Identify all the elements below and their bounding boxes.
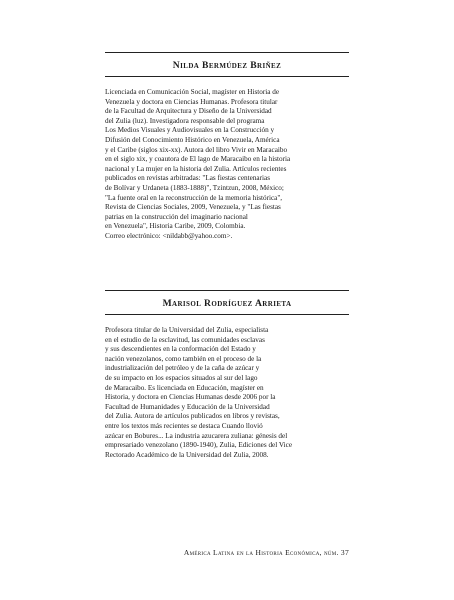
bio2-bottom-rule xyxy=(105,314,349,315)
bio1-line: en Venezuela", Historia Caribe, 2009, Colombia. xyxy=(105,222,246,231)
bio1-line: del Zulia (luz). Investigadora responsable del programa xyxy=(105,116,265,125)
bio1-author-name: Nilda Bermúdez Briñez xyxy=(172,60,282,71)
bio2-line: industrialización del petróleo y de la caña de azúcar y xyxy=(105,364,260,373)
bio2-line: empresariado venezolano (1890-1940), Zulia, Ediciones del Vice xyxy=(105,441,293,450)
bio2-top-rule xyxy=(105,290,349,291)
bio2-line: de su impacto en los espacios situados al sur del lago xyxy=(105,373,258,382)
bio1-top-rule xyxy=(105,52,349,53)
bio1-line: nacional y La mujer en la historia del Zulia. Artículos recientes xyxy=(105,164,287,173)
bio2-line: nación venezolanos, como también en el proceso de la xyxy=(105,354,262,363)
bio1-line: Difusión del Conocimiento Histórico en Venezuela, América xyxy=(105,135,280,144)
bio1-line: de la Facultad de Arquitectura y Diseño de la Universidad xyxy=(105,107,272,116)
bio2-line: Profesora titular de la Universidad del Zulia, especialista xyxy=(105,326,269,334)
bio1-bottom-rule xyxy=(105,76,349,77)
bio1-line: publicados en revistas arbitradas: "Las fiestas centenarias xyxy=(105,174,270,183)
bio1-line: Los Medios Visuales y Audiovisuales en la Construcción y xyxy=(105,126,275,135)
bio2-text xyxy=(105,326,353,460)
bio2-author-name: Marisol Rodríguez Arrieta xyxy=(162,298,292,309)
bio1-line: Correo electrónico: <nildabb@yahoo.com>. xyxy=(105,231,233,240)
bio2-line: de Maracaibo. Es licenciada en Educación, magíster en xyxy=(105,383,264,392)
bio2-line: Facultad de Humanidades y Educación de la Universidad xyxy=(105,402,270,411)
bio1-text xyxy=(105,88,353,242)
bio2-line: Historia, y doctora en Ciencias Humanas desde 2006 por la xyxy=(105,393,276,402)
bio2-line: y sus descendientes en la conformación del Estado y xyxy=(105,345,256,354)
bio1-line: "La fuente oral en la reconstrucción de la memoria histórica", xyxy=(105,193,283,202)
bio2-line: entre los textos más recientes se destaca Cuando llovió xyxy=(105,421,263,430)
running-footer: América Latina en la Historia Económica, núm. 37 xyxy=(183,548,349,557)
bio2-line: del Zulia. Autora de artículos publicados en libros y revistas, xyxy=(105,412,280,421)
bio1-line: y el Caribe (siglos xix-xx). Autora del libro Vivir en Maracaibo xyxy=(105,145,288,154)
bio1-line: Revista de Ciencias Sociales, 2009, Venezuela, y "Las fiestas xyxy=(105,203,281,212)
bio1-line: Venezuela y doctora en Ciencias Humanas. Profesora titular xyxy=(105,97,278,106)
bio1-line: patrias en la construcción del imaginario nacional xyxy=(105,212,248,221)
bio1-line: en el siglo xix, y coautora de El lago de Maracaibo en la historia xyxy=(105,155,291,164)
bio2-line: en el estudio de la esclavitud, las comunidades esclavas xyxy=(105,335,265,344)
bio1-line: Licenciada en Comunicación Social, magíster en Historia de xyxy=(105,88,280,96)
bio2-line: Rectorado Académico de la Universidad del Zulia, 2008. xyxy=(105,450,269,459)
bio2-line: azúcar en Bobures... La industria azucarera zuliana: génesis del xyxy=(105,431,288,440)
bio1-line: de Bolívar y Urdaneta (1883-1888)", Tzintzun, 2008, México; xyxy=(105,183,284,192)
